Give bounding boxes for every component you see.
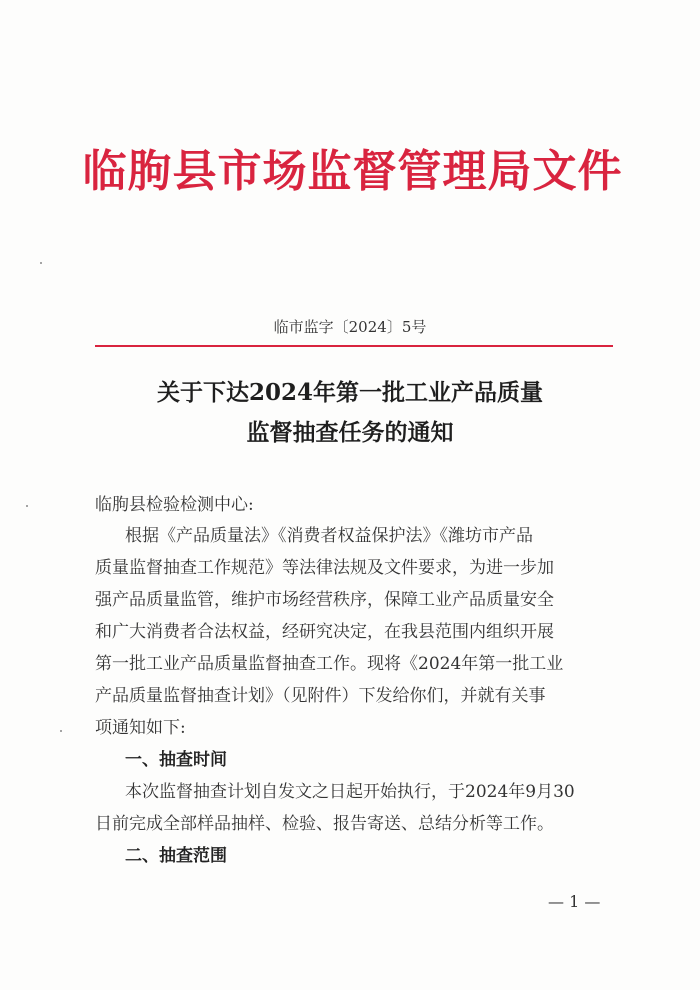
salutation: 临朐县检验检测中心: (95, 495, 254, 515)
paragraph-line: 产品质量监督抽查计划》（见附件）下发给你们，并就有关事 (95, 686, 546, 706)
document-title-line-1: 关于下达2024年第一批工业产品质量 (156, 379, 543, 406)
section-heading-time: 一、抽查时间 (125, 750, 227, 770)
paragraph-line: 第一批工业产品质量监督抽查工作。现将《2024年第一批工业 (95, 654, 564, 674)
page-number: — 1 — (548, 892, 601, 911)
scan-speck (40, 262, 42, 264)
paragraph-line: 根据《产品质量法》《消费者权益保护法》《潍坊市产品 (125, 526, 533, 546)
issuer-title: 临朐县市场监督管理局文件 (82, 146, 623, 197)
scan-speck (26, 505, 28, 507)
paragraph-line: 项通知如下: (95, 718, 186, 738)
section-line: 本次监督抽查计划自发文之日起开始执行，于2024年9月30 (125, 782, 575, 802)
section-heading-scope: 二、抽查范围 (125, 846, 227, 866)
paragraph-line: 强产品质量监管，维护市场经营秩序，保障工业产品质量安全 (95, 590, 554, 610)
paragraph-line: 质量监督抽查工作规范》等法律法规及文件要求，为进一步加 (95, 558, 554, 578)
scan-speck (60, 730, 62, 732)
paragraph-line: 和广大消费者合法权益，经研究决定，在我县范围内组织开展 (95, 622, 554, 642)
document-number: 临市监字〔2024〕5号 (273, 318, 427, 336)
section-line: 日前完成全部样品抽样、检验、报告寄送、总结分析等工作。 (95, 814, 554, 834)
red-divider (95, 345, 613, 347)
document-title-line-2: 监督抽查任务的通知 (246, 419, 454, 446)
